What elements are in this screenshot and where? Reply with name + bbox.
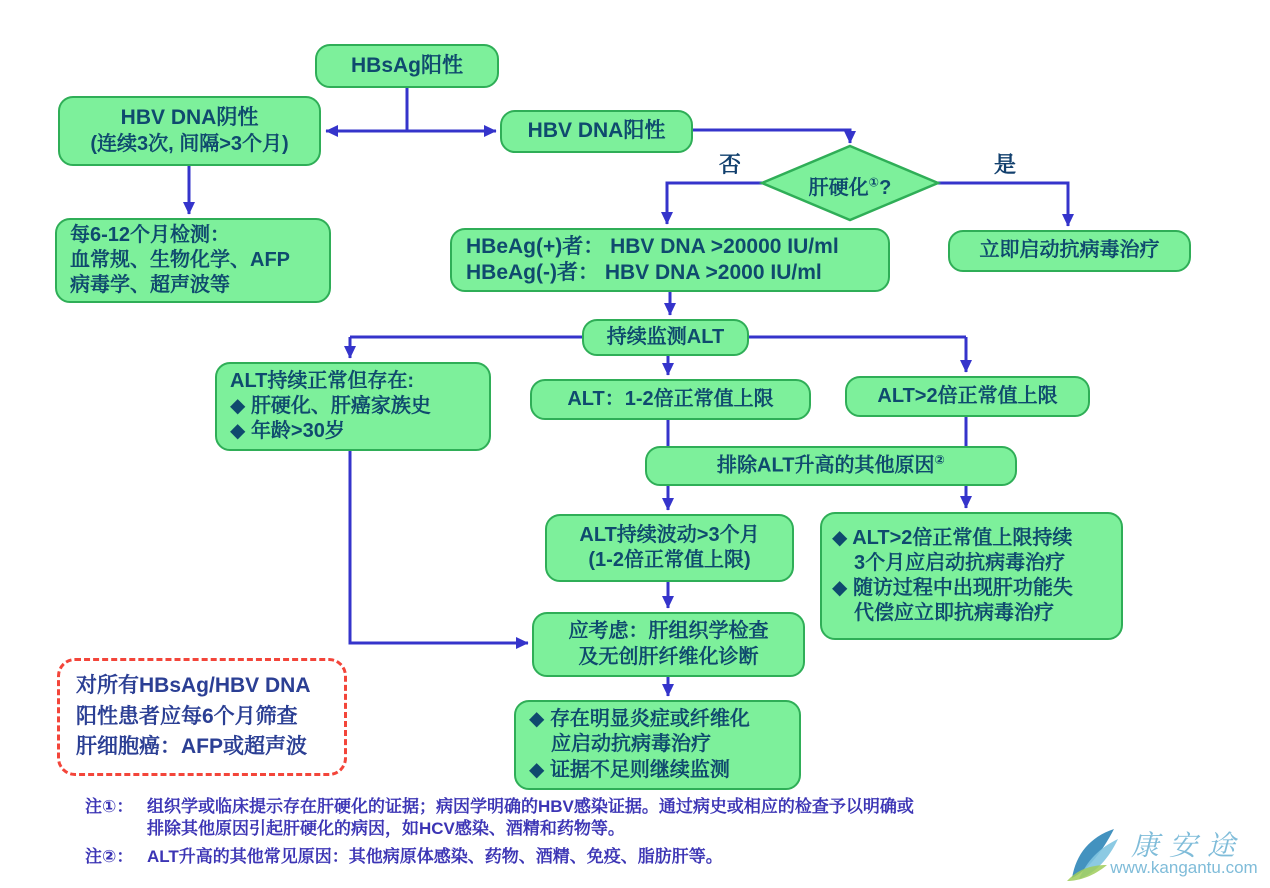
node-alt-gt2x-persistent-treatment (820, 512, 1123, 640)
node-line: (1-2倍正常值上限) (588, 549, 751, 571)
node-line: 每6-12个月检测： (70, 223, 231, 246)
node-biopsy-outcome (514, 700, 801, 790)
node-alt-gt2x-uln: ALT>2倍正常值上限 (845, 376, 1090, 417)
node-line: 排除ALT升高的其他原因② (717, 453, 945, 477)
node-alt-normal-risk-factors (215, 362, 491, 451)
node-line: 应考虑：肝组织学检查 (568, 620, 769, 643)
node-line: HBeAg(+)者： HBV DNA >20000 IU/ml (466, 234, 839, 258)
node-hbsag-positive: HBsAg阳性 (315, 44, 499, 88)
node-line: ◆ 肝硬化、肝癌家族史 (230, 394, 431, 417)
note-line: 对所有HBsAg/HBV DNA (76, 674, 311, 698)
node-line: 病毒学、超声波等 (70, 274, 230, 297)
node-line: 3个月应启动抗病毒治疗 (854, 551, 1066, 574)
footnote-2 (85, 846, 1185, 868)
footnotes (85, 796, 1185, 868)
node-line: HBV DNA阴性 (120, 106, 259, 130)
node-alt-fluctuation (545, 514, 794, 582)
note-line: 阳性患者应每6个月筛查 (76, 704, 298, 728)
node-hbv-dna-negative (58, 96, 321, 166)
branch-label-yes: 是 (993, 152, 1016, 177)
footnote-1-text: 组织学或临床提示存在肝硬化的证据；病因学明确的HBV感染证据。通过病史或相应的检查予以明确或 (147, 797, 914, 816)
node-continuous-alt-monitoring: 持续监测ALT (582, 319, 749, 356)
branch-label-no: 否 (718, 152, 741, 177)
cirrhosis-decision-label: 肝硬化①? (808, 175, 892, 199)
node-line: 及无创肝纤维化诊断 (578, 645, 759, 668)
footnote-2-text: ALT升高的其他常见原因：其他病原体感染、药物、酒精、免疫、脂肪肝等。 (147, 847, 723, 867)
node-line: ◆ ALT>2倍正常值上限持续 (832, 526, 1073, 549)
footnote-1-label: 注①： (85, 797, 134, 816)
node-immediate-antiviral: 立即启动抗病毒治疗 (948, 230, 1191, 272)
hcc-screening-note-box (57, 658, 347, 776)
node-line: ALT持续波动>3个月 (579, 523, 760, 546)
node-hbv-dna-positive: HBV DNA阳性 (500, 110, 693, 153)
node-line: ◆ 随访过程中出现肝功能失 (832, 577, 1073, 599)
logo-url: www.kangantu.com (1110, 858, 1258, 877)
node-line: HBeAg(-)者： HBV DNA >2000 IU/ml (466, 261, 822, 284)
note-line: 肝细胞癌：AFP或超声波 (76, 735, 307, 759)
node-line: ALT持续正常但存在: (230, 369, 415, 392)
node-hbeag-thresholds (450, 228, 890, 292)
node-line: ◆ 年龄>30岁 (230, 420, 345, 443)
logo-brand-name: 康安途 (1130, 831, 1245, 862)
footnote-2-label: 注②： (85, 847, 134, 867)
node-periodic-monitoring (55, 218, 331, 303)
node-line: ◆ 证据不足则继续监测 (529, 758, 730, 781)
node-consider-biopsy (532, 612, 805, 677)
node-line: (连续3次, 间隔>3个月) (90, 132, 289, 155)
footnote-1 (85, 796, 1185, 818)
node-line: 应启动抗病毒治疗 (551, 733, 711, 756)
node-line: 代偿应立即抗病毒治疗 (854, 602, 1054, 625)
node-exclude-other-causes (645, 446, 1017, 486)
node-alt-1-2x-uln: ALT：1-2倍正常值上限 (530, 379, 811, 420)
node-line: ◆ 存在明显炎症或纤维化 (529, 708, 750, 731)
node-line: 血常规、生物化学、AFP (70, 248, 290, 271)
kangantu-logo (1062, 818, 1264, 884)
footnote-1-continued: 排除其他原因引起肝硬化的病因，如HCV感染、酒精和药物等。 (147, 819, 625, 839)
